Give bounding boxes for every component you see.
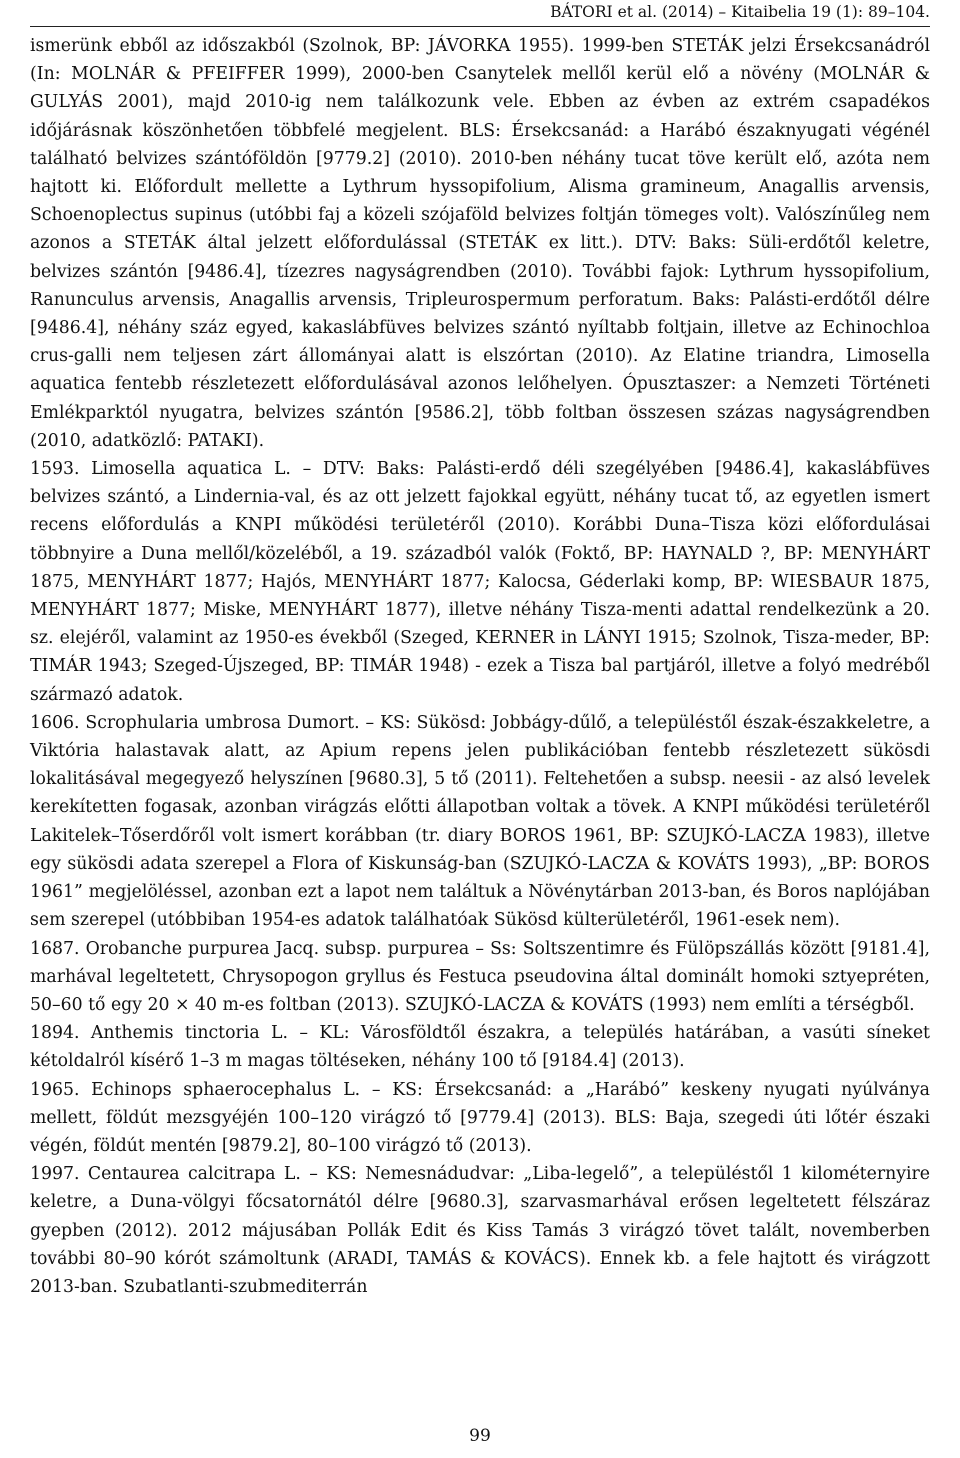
page-number-text: 99: [469, 1426, 491, 1446]
entry-1593-limosella: 1593. Limosella aquatica L. – DTV: Baks: Palásti-erdő déli szegélyében [9486.4], kakaslábfüves belvizes szántó, a Lindernia-val, és az ott jelzett fajokkal együtt, néhány tucat tő, az egyetlen ismert recens előfordulás a KNPI működési területéről (2010). Korábbi Duna–Tisza közi előfordulásai többnyire a Duna mellől/közeléből, a 19. századból valók (Foktő, BP: HAYNALD ?, BP: MENYHÁRT 1875, MENYHÁRT 1877; Hajós, MENYHÁRT 1877; Kalocsa, Géderlaki komp, BP: WIESBAUR 1875, MENYHÁRT 1877; Miske, MENYHÁRT 1877), illetve néhány Tisza-menti adattal rendelkezünk a 20. sz. elejéről, valamint az 1950-es évekből (Szeged, KERNER in LÁNYI 1915; Szolnok, Tisza-meder, BP: TIMÁR 1943; Szeged-Újszeged, BP: TIMÁR 1948) - ezek a Tisza bal partjáról, illetve a folyó medréből származó adatok.: [30, 459, 930, 705]
entry-1687-orobanche: 1687. Orobanche purpurea Jacq. subsp. purpurea – Ss: Soltszentimre és Fülöpszállás között [9181.4], marhával legeltetett, Chrysopogon gryllus és Festuca pseudovina által dominált homoki sztyepréten, 50–60 tő egy 20 × 40 m-es foltban (2013). SZUJKÓ-LACZA & KOVÁTS (1993) nem említi a térségből.: [30, 938, 930, 1015]
entry-1894-anthemis: 1894. Anthemis tinctoria L. – KL: Városföldtől északra, a település határában, a vasúti síneket kétoldalról kísérő 1–3 m magas töltéseken, néhány 100 tő [9184.4] (2013).: [30, 1023, 930, 1072]
body-text: [30, 32, 930, 1301]
entry-1997-centaurea: 1997. Centaurea calcitrapa L. – KS: Nemesnádudvar: „Liba-legelő”, a településtől 1 kilométernyire keletre, a Duna-völgyi főcsatornától délre [9680.3], szarvasmarhával erősen legeltetett félszáraz gyepben (2012). 2012 májusában Pollák Edit és Kiss Tamás 3 virágzó tövet talált, novemberben további 80–90 kórót számoltunk (ARADI, TAMÁS & KOVÁCS). Ennek kb. a fele hajtott és virágzott 2013-ban. Szubatlanti-szubmediterrán: [30, 1164, 930, 1297]
running-head: [550, 2, 930, 22]
header-rule: [30, 26, 930, 27]
entry-1965-echinops: 1965. Echinops sphaerocephalus L. – KS: Érsekcsanád: a „Harábó” keskeny nyugati nyúlványa mellett, földút mezsgyéjén 100–120 virágzó tő [9779.4] (2013). BLS: Baja, szegedi úti lőtér északi végén, földút mentén [9879.2], 80–100 virágzó tő (2013).: [30, 1079, 930, 1156]
paragraph-intro-continued: ismerünk ebből az időszakból (Szolnok, BP: JÁVORKA 1955). 1999-ben STETÁK jelzi Érsekcsanádról (In: MOLNÁR & PFEIFFER 1999), 2000-ben Csanytelek mellől kerül elő a növény (MOLNÁR & GULYÁS 2001), majd 2010-ig nem találkozunk vele. Ebben az évben az extrém csapadékos időjárásnak köszönhetően többfelé megjelent. BLS: Érsekcsanád: a Harábó északnyugati végénél található belvizes szántóföldön [9779.2] (2010). 2010-ben néhány tucat töve került elő, azóta nem hajtott ki. Előfordult mellette a Lythrum hyssopifolium, Alisma gramineum, Anagallis arvensis, Schoenoplectus supinus (utóbbi faj a közeli szójaföld belvizes foltján tömeges volt). Valószínűleg nem azonos a STETÁK által jelzett előfordulással (STETÁK ex litt.). DTV: Baks: Süli-erdőtől keletre, belvizes szántón [9486.4], tízezres nagyságrendben (2010). További fajok: Lythrum hyssopifolium, Ranunculus arvensis, Anagallis arvensis, Tripleurospermum perforatum. Baks: Palásti-erdőtől délre [9486.4], néhány száz egyed, kakaslábfüves belvizes szántó nyíltabb foltjain, illetve az Echinochloa crus-galli nem teljesen zárt állományai alatt is elszórtan (2010). Az Elatine triandra, Limosella aquatica fentebb részletezett előfordulásával azonos lelőhelyen. Ópusztaszer: a Nemzeti Történeti Emlékparktól nyugatra, belvizes szántón [9586.2], több foltban összesen százas nagyságrendben (2010, adatközlő: PATAKI).: [30, 36, 930, 451]
page-number: [0, 1426, 960, 1446]
running-head-text: BÁTORI et al. (2014) – Kitaibelia 19 (1): 89–104.: [550, 3, 930, 21]
entry-1606-scrophularia: 1606. Scrophularia umbrosa Dumort. – KS: Sükösd: Jobbágy-dűlő, a településtől észak-északkeletre, a Viktória halastavak alatt, az Apium repens jelen publikációban fentebb részletezett sükösdi lokalitásával megegyező helyszínen [9680.3], 5 tő (2011). Feltehetően a subsp. neesii - az alsó levelek kerekítetten fogasak, azonban virágzás előtti állapotban voltak a tövek. A KNPI működési területéről Lakitelek–Tőserdőről volt ismert korábban (tr. diary BOROS 1961, BP: SZUJKÓ-LACZA 1983), illetve egy sükösdi adata szerepel a Flora of Kiskunság-ban (SZUJKÓ-LACZA & KOVÁTS 1993), „BP: BOROS 1961” megjelöléssel, azonban ezt a lapot nem találtuk a Növénytárban 2013-ban, és Boros naplójában sem szerepel (utóbbiban 1954-es adatok találhatóak Sükösd külterületéről, 1961-esek nem).: [30, 712, 930, 931]
